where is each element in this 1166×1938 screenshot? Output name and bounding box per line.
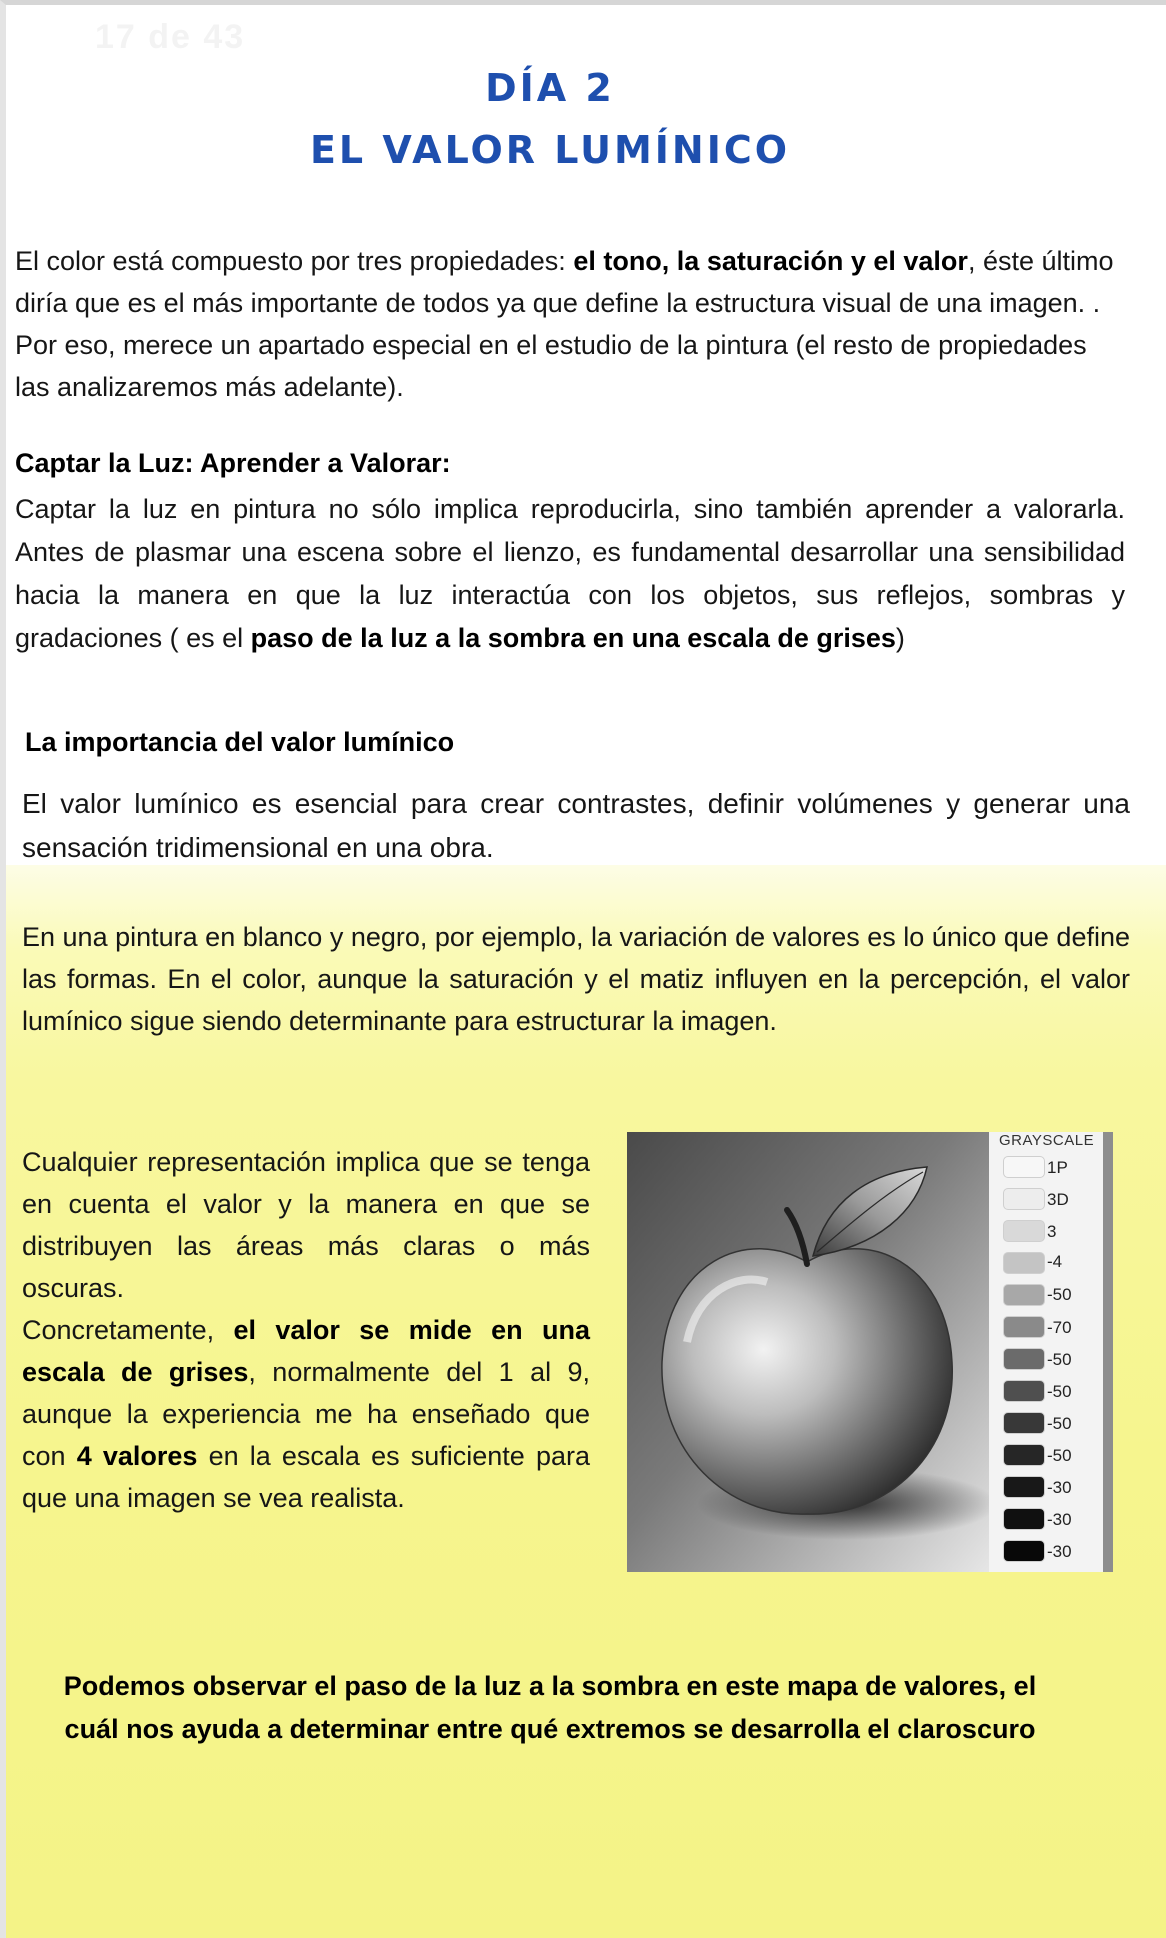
importancia-paragraph: El valor lumínico es esencial para crear contrastes, definir volúmenes y generar una sensación tridimensional en una obra.: [22, 788, 1130, 863]
grayscale-title: GRAYSCALE: [999, 1132, 1095, 1149]
grayscale-scale: [989, 1132, 1113, 1572]
grayscale-label: -50: [1047, 1446, 1072, 1465]
grayscale-swatch: [1003, 1412, 1045, 1434]
grayscale-label: -4: [1047, 1252, 1063, 1271]
intro-paragraph: [15, 240, 1115, 408]
grayscale-swatch: [1003, 1252, 1045, 1274]
valor-text-part2-mid: , normalmente del 1 al 9, aunque la experiencia me ha enseñado que con: [22, 1357, 590, 1471]
page-counter: 17 de 43: [95, 18, 246, 56]
grayscale-label: -30: [1047, 1478, 1072, 1497]
apple-drawing-image: [627, 1132, 989, 1572]
grayscale-swatch: [1003, 1348, 1045, 1370]
grayscale-label: -50: [1047, 1350, 1072, 1369]
intro-bold-properties: el tono, la saturación y el valor: [573, 246, 968, 276]
section-heading-importancia: La importancia del valor lumínico: [25, 727, 455, 757]
section-heading-captar: Captar la Luz: Aprender a Valorar:: [15, 448, 451, 478]
grayscale-swatch: [1003, 1188, 1045, 1210]
grayscale-swatch: [1003, 1380, 1045, 1402]
captar-text-end: ): [895, 623, 905, 653]
grayscale-label: -30: [1047, 1542, 1072, 1561]
page-title: EL VALOR LUMÍNICO: [309, 128, 791, 172]
closing-statement: Podemos observar el paso de la luz a la sombra en este mapa de valores, el cuál nos ayuda a determinar entre qué extremos se desarrolla el claroscuro: [63, 1671, 1037, 1744]
captar-text-start: Captar la luz en pintura no sólo implica reproducirla, sino también aprender a valorarla. Antes de plasmar una escena sobre el lienzo, es fundamental desarrollar una sensibilidad hacia la manera en que la luz interactúa con los objetos, sus reflejos, sombras y gradaciones ( es el: [15, 494, 1125, 653]
grayscale-label: -50: [1047, 1414, 1072, 1433]
grayscale-swatch: [1003, 1220, 1045, 1242]
valor-bold-grayscale: el valor se mide en una escala de grises: [22, 1315, 590, 1387]
grayscale-label: -70: [1047, 1318, 1072, 1337]
valor-paragraph: [22, 1141, 590, 1519]
grayscale-label: -30: [1047, 1510, 1072, 1529]
grayscale-label: 3D: [1047, 1190, 1069, 1209]
grayscale-label: 1P: [1047, 1158, 1068, 1177]
grayscale-swatch: [1003, 1316, 1045, 1338]
apple-grayscale-figure: [627, 1132, 1113, 1572]
grayscale-swatch: [1003, 1508, 1045, 1530]
captar-bold-text: paso de la luz a la sombra en una escala de grises: [250, 623, 896, 653]
intro-text-start: El color está compuesto por tres propiedades:: [15, 246, 574, 276]
grayscale-swatch: [1003, 1540, 1045, 1562]
grayscale-swatch: [1003, 1476, 1045, 1498]
grayscale-label: -50: [1047, 1285, 1072, 1304]
captar-paragraph: [15, 488, 1125, 660]
valor-text-part2-end: en la escala es suficiente para que una imagen se vea realista.: [22, 1441, 590, 1513]
blanco-negro-paragraph: En una pintura en blanco y negro, por ejemplo, la variación de valores es lo único que define las formas. En el color, aunque la saturación y el matiz influyen en la percepción, el valor lumínico sigue siendo determinante para estructurar la imagen.: [22, 922, 1130, 1036]
grayscale-label: -50: [1047, 1382, 1072, 1401]
grayscale-label: 3: [1047, 1222, 1057, 1241]
grayscale-swatch: [1003, 1444, 1045, 1466]
intro-text-end: , éste último diría que es el más importante de todos ya que define la estructura visual de una imagen. . Por eso, merece un apartado especial en el estudio de la pintura (el resto de propiedades las analizaremos más adelante).: [15, 246, 1114, 402]
valor-text-part1: Cualquier representación implica que se tenga en cuenta el valor y la manera en que se distribuyen las áreas más claras o más oscuras.: [22, 1147, 590, 1303]
valor-text-part2-start: Concretamente,: [22, 1315, 234, 1345]
page-title-day: DÍA 2: [485, 66, 615, 110]
grayscale-swatch: [1003, 1156, 1045, 1178]
grayscale-swatch: [1003, 1284, 1045, 1306]
valor-bold-four: 4 valores: [76, 1441, 198, 1471]
